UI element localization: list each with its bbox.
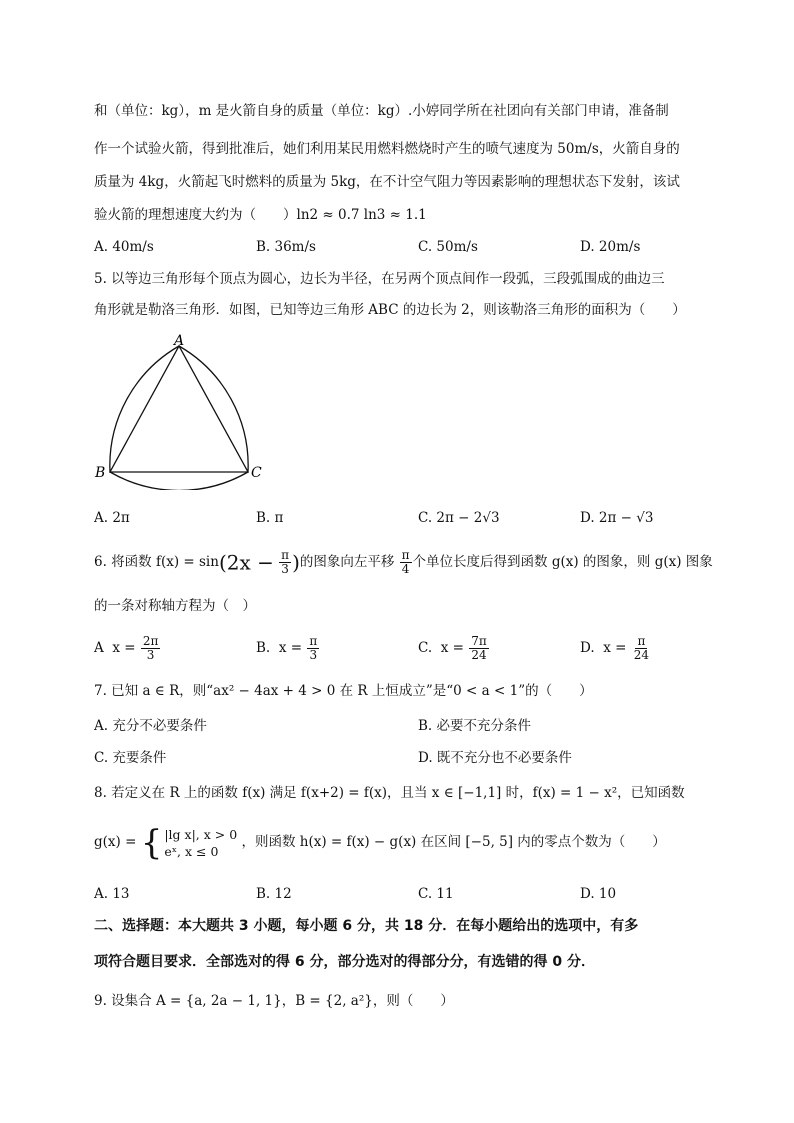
- q5-option-a: A. 2π: [94, 510, 130, 526]
- q8-piecewise: { |lg x|, x > 0 eˣ, x ≤ 0: [140, 822, 238, 863]
- q4-text-line-1: 和（单位：kg），m 是火箭自身的质量（单位：kg）.小婷同学所在社团向有关部门申请，准备制: [94, 103, 669, 119]
- q8-option-d: D. 10: [580, 886, 617, 902]
- q6-post: 个单位长度后得到函数 g(x) 的图象，则 g(x) 图象: [412, 554, 713, 570]
- vertex-label-b: B: [95, 465, 106, 481]
- q8-case-2: eˣ, x ≤ 0: [164, 843, 219, 859]
- q5-option-c: C. 2π − 2√3: [418, 510, 500, 526]
- q7-option-c: C. 充要条件: [94, 750, 167, 766]
- q8-option-b: B. 12: [256, 886, 292, 902]
- q6-option-d: D. x = $\frac{\pi}{24}$: [580, 634, 650, 662]
- q6-option-b: B. x = $\frac{\pi}{3}$: [256, 634, 318, 662]
- q6-text-line-2: 的一条对称轴方程为（ ）: [94, 598, 256, 614]
- q6-paren-open: (2x −: [218, 550, 274, 575]
- q4-text-line-2: 作一个试验火箭，得到批准后，她们利用某民用燃料燃烧时产生的喷气速度为 50m/s，火箭自身的: [94, 141, 680, 157]
- q6-pre: 6. 将函数 f(x) = sin: [94, 554, 219, 570]
- q6-frac-pi-4: $\frac{\pi}{4}$: [401, 548, 410, 576]
- q6-text-line-1: [94, 549, 713, 576]
- vertex-label-c: C: [251, 465, 262, 481]
- q8-post: ，则函数 h(x) = f(x) − g(x) 在区间 [−5, 5] 内的零点个数为（ ）: [241, 834, 666, 850]
- q6-paren-close: ): [292, 550, 300, 575]
- reuleaux-triangle-figure: [90, 330, 280, 490]
- q7-option-d: D. 既不充分也不必要条件: [418, 750, 572, 766]
- q8-option-c: C. 11: [418, 886, 454, 902]
- arc-bc: [110, 472, 248, 490]
- q5-text-line-2: 角形就是勒洛三角形．如图，已知等边三角形 ABC 的边长为 2，则该勒洛三角形的面积为（ ）: [94, 302, 686, 318]
- q4-option-c: C. 50m/s: [418, 239, 478, 255]
- vertex-label-a: A: [174, 333, 185, 349]
- q8-text-line-1: 8. 若定义在 R 上的函数 f(x) 满足 f(x+2) = f(x)，且当 x ∈ [−1,1] 时，f(x) = 1 − x²，已知函数: [94, 785, 685, 801]
- q8-text-line-2: [94, 820, 666, 864]
- q4-option-d: D. 20m/s: [580, 239, 641, 255]
- q8-case-1: |lg x|, x > 0: [164, 826, 238, 842]
- q9-text-line-1: 9. 设集合 A = {a, 2a − 1, 1}，B = {2, a²}，则（ ）: [94, 993, 454, 1009]
- q8-g-lhs: g(x) =: [94, 834, 137, 850]
- q7-option-a: A. 充分不必要条件: [94, 718, 207, 734]
- q4-text-line-3: 质量为 4kg，火箭起飞时燃料的质量为 5kg，在不计空气阻力等因素影响的理想状态下发射，该试: [94, 174, 680, 190]
- q5-text-line-1: 5. 以等边三角形每个顶点为圆心，边长为半径，在另两个顶点间作一段弧，三段弧围成的曲边三: [94, 271, 665, 287]
- q4-text-line-4: 验火箭的理想速度大约为（ ）ln2 ≈ 0.7 ln3 ≈ 1.1: [94, 207, 427, 223]
- q6-frac-pi-3: $\frac{\pi}{3}$: [281, 548, 290, 576]
- section-2-heading-line-1: 二、选择题：本大题共 3 小题，每小题 6 分，共 18 分．在每小题给出的选项中，有多: [94, 918, 639, 934]
- q8-option-a: A. 13: [94, 886, 130, 902]
- q7-text-line-1: 7. 已知 a ∈ R，则“ax² − 4ax + 4 > 0 在 R 上恒成立”是“0 < a < 1”的（ ）: [94, 683, 593, 699]
- q7-option-b: B. 必要不充分条件: [418, 718, 532, 734]
- q6-option-c: C. x = $\frac{7\pi}{24}$: [418, 634, 487, 662]
- q5-option-d: D. 2π − √3: [580, 510, 654, 526]
- q6-option-a: A x = $\frac{2\pi}{3}$: [94, 634, 159, 662]
- q6-mid: 的图象向左平移: [299, 554, 395, 570]
- q5-option-b: B. π: [256, 510, 284, 526]
- q4-option-a: A. 40m/s: [94, 239, 154, 255]
- q4-option-b: B. 36m/s: [256, 239, 316, 255]
- section-2-heading-line-2: 项符合题目要求．全部选对的得 6 分，部分选对的得部分分，有选错的得 0 分．: [94, 954, 595, 970]
